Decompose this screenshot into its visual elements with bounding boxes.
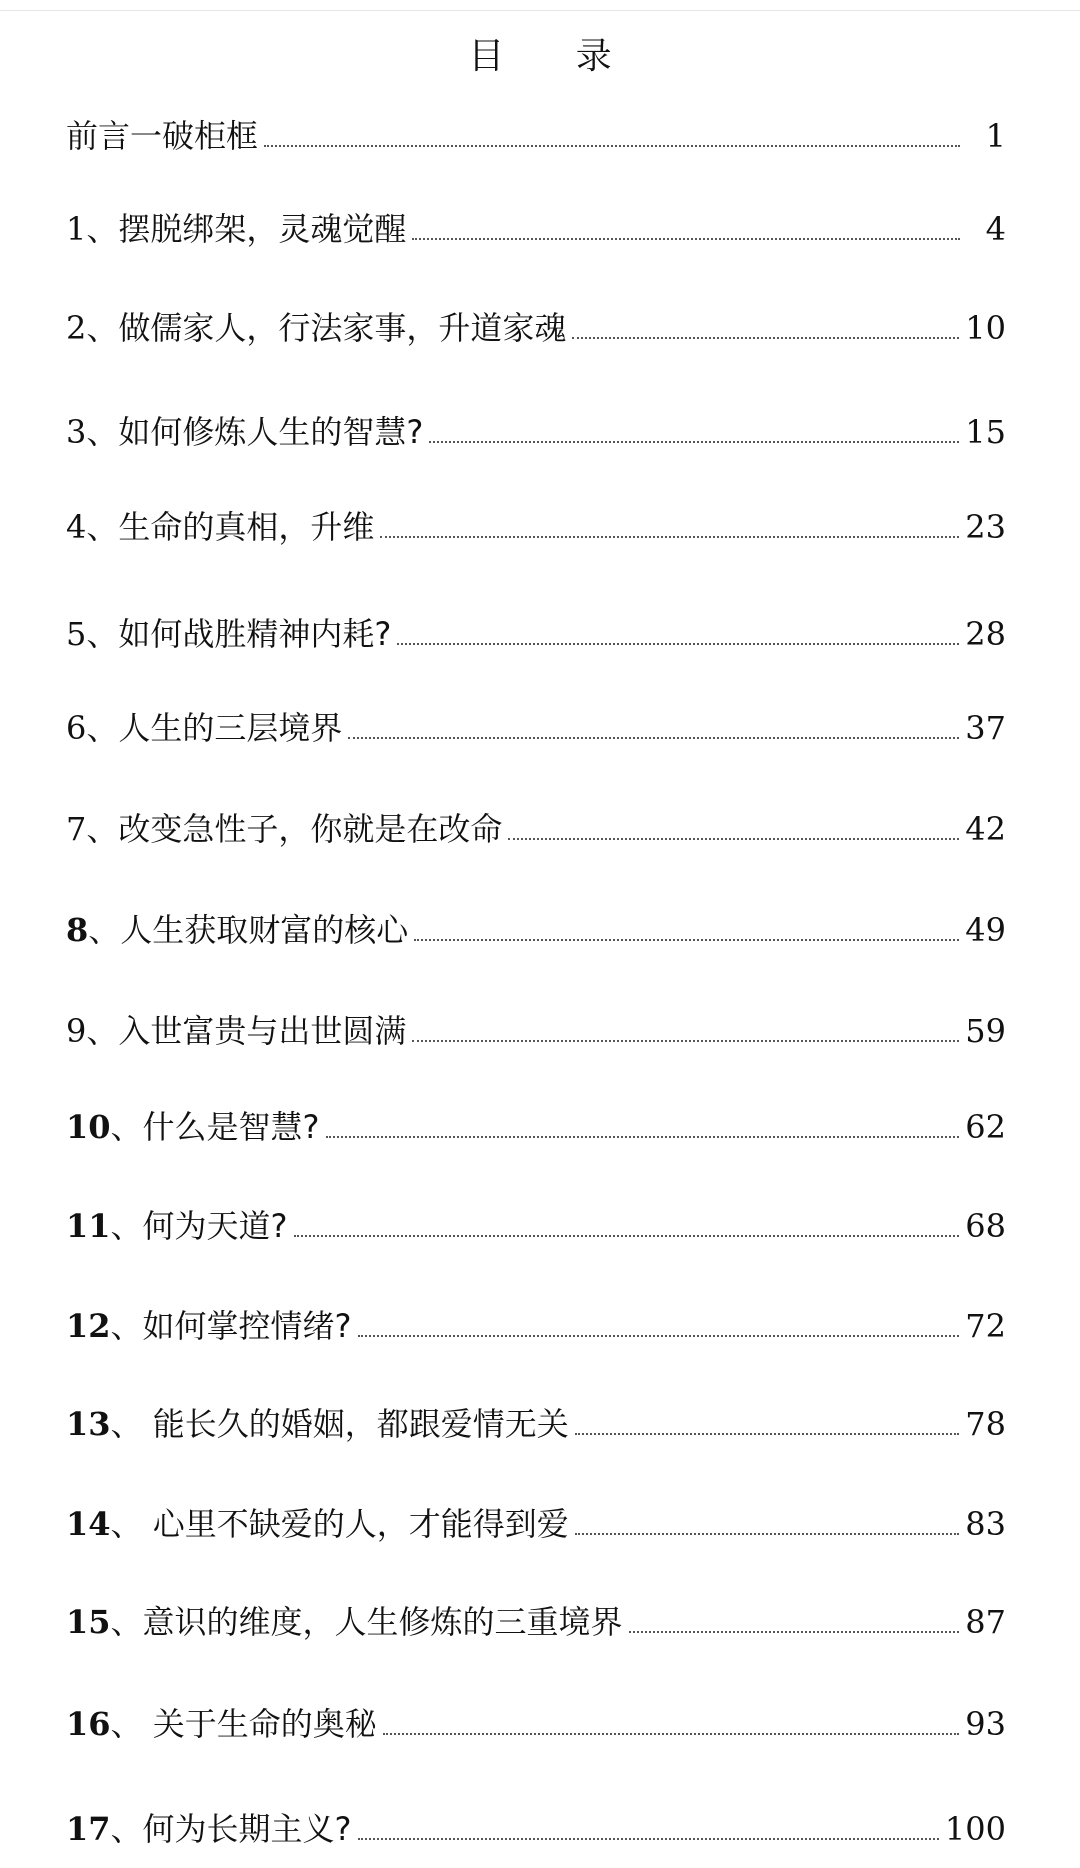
dot-leader — [429, 441, 959, 443]
toc-entry[interactable] — [66, 1805, 1006, 1849]
dot-leader — [383, 1733, 960, 1735]
entry-title: 、改变急性子，你就是在改命 — [86, 810, 503, 848]
entry-number: 17 — [66, 1810, 111, 1848]
entry-title: 、如何掌控情绪? — [110, 1307, 352, 1345]
toc-entry[interactable] — [66, 503, 1006, 547]
toc-entry[interactable] — [66, 112, 1006, 156]
dot-leader — [358, 1838, 939, 1840]
entry-number: 13 — [66, 1405, 111, 1443]
entry-number: 8 — [66, 911, 89, 949]
toc-entry[interactable] — [66, 1598, 1006, 1642]
toc-entry[interactable] — [66, 1400, 1006, 1444]
toc-entry[interactable] — [66, 1500, 1006, 1544]
entry-page: 93 — [965, 1705, 1006, 1743]
top-rule — [0, 10, 1080, 11]
entry-number: 1 — [66, 210, 87, 248]
dot-leader — [397, 643, 959, 645]
entry-title: 、如何修炼人生的智慧? — [86, 413, 424, 451]
entry-page: 28 — [965, 615, 1006, 653]
entry-title: 、摆脱绑架，灵魂觉醒 — [86, 210, 407, 248]
page-title: 目 录 — [468, 36, 642, 77]
entry-page: 68 — [965, 1207, 1006, 1245]
toc-entry[interactable] — [66, 704, 1006, 748]
entry-title: 、何为天道? — [110, 1207, 288, 1245]
entry-page: 62 — [965, 1108, 1006, 1146]
toc-entry[interactable] — [66, 1700, 1006, 1744]
dot-leader — [412, 1040, 959, 1042]
dot-leader — [575, 1533, 960, 1535]
entry-page: 23 — [965, 508, 1006, 546]
entry-title: 、如何战胜精神内耗? — [86, 615, 392, 653]
entry-number: 2 — [66, 309, 87, 347]
entry-title: 前言一破柜框 — [66, 117, 259, 155]
entry-page: 49 — [965, 911, 1006, 949]
entry-page: 42 — [965, 810, 1006, 848]
toc-entry[interactable] — [66, 1202, 1006, 1246]
entry-number: 5 — [66, 615, 87, 653]
toc-entry[interactable] — [66, 610, 1006, 654]
entry-page: 100 — [944, 1810, 1006, 1848]
entry-title: 、入世富贵与出世圆满 — [86, 1012, 407, 1050]
entry-page: 59 — [965, 1012, 1006, 1050]
entry-title: 、什么是智慧? — [110, 1108, 320, 1146]
entry-number: 16 — [66, 1705, 111, 1743]
toc-entry[interactable] — [66, 304, 1006, 348]
entry-number: 10 — [66, 1108, 111, 1146]
entry-title: 、做儒家人，行法家事，升道家魂 — [86, 309, 567, 347]
entry-page: 4 — [985, 210, 1006, 248]
dot-leader — [358, 1335, 960, 1337]
dot-leader — [348, 737, 959, 739]
entry-page: 78 — [965, 1405, 1006, 1443]
dot-leader — [508, 838, 959, 840]
dot-leader — [572, 337, 959, 339]
entry-title: 、 关于生命的奥秘 — [110, 1705, 377, 1743]
dot-leader — [575, 1433, 960, 1435]
toc-entry[interactable] — [66, 805, 1006, 849]
entry-number: 9 — [66, 1012, 87, 1050]
toc-entry[interactable] — [66, 1007, 1006, 1051]
toc-entry[interactable] — [66, 205, 1006, 249]
entry-title: 、人生的三层境界 — [86, 709, 343, 747]
entry-title: 、 心里不缺爱的人，才能得到爱 — [110, 1505, 569, 1543]
toc-entry[interactable] — [66, 1103, 1006, 1147]
dot-leader — [629, 1631, 960, 1633]
entry-number: 12 — [66, 1307, 111, 1345]
dot-leader — [294, 1235, 960, 1237]
entry-number: 3 — [66, 413, 87, 451]
toc-entry[interactable] — [66, 906, 1006, 950]
entry-number: 15 — [66, 1603, 111, 1641]
entry-title: 、意识的维度，人生修炼的三重境界 — [110, 1603, 623, 1641]
entry-page: 15 — [965, 413, 1006, 451]
dot-leader — [264, 145, 960, 147]
entry-number: 11 — [66, 1207, 111, 1245]
dot-leader — [326, 1136, 960, 1138]
dot-leader — [412, 238, 960, 240]
entry-title: 、何为长期主义? — [110, 1810, 352, 1848]
entry-page: 10 — [965, 309, 1006, 347]
dot-leader — [414, 939, 959, 941]
entry-page: 83 — [965, 1505, 1006, 1543]
entry-title: 、 能长久的婚姻，都跟爱情无关 — [110, 1405, 569, 1443]
entry-number: 14 — [66, 1505, 111, 1543]
toc-entry[interactable] — [66, 408, 1006, 452]
entry-title: 、生命的真相，升维 — [86, 508, 375, 546]
entry-page: 1 — [985, 117, 1006, 155]
dot-leader — [380, 536, 959, 538]
entry-page: 72 — [965, 1307, 1006, 1345]
toc-entry[interactable] — [66, 1302, 1006, 1346]
entry-page: 37 — [965, 709, 1006, 747]
entry-number: 6 — [66, 709, 87, 747]
entry-title: 、人生获取财富的核心 — [88, 911, 409, 949]
entry-number: 4 — [66, 508, 87, 546]
entry-page: 87 — [965, 1603, 1006, 1641]
entry-number: 7 — [66, 810, 87, 848]
